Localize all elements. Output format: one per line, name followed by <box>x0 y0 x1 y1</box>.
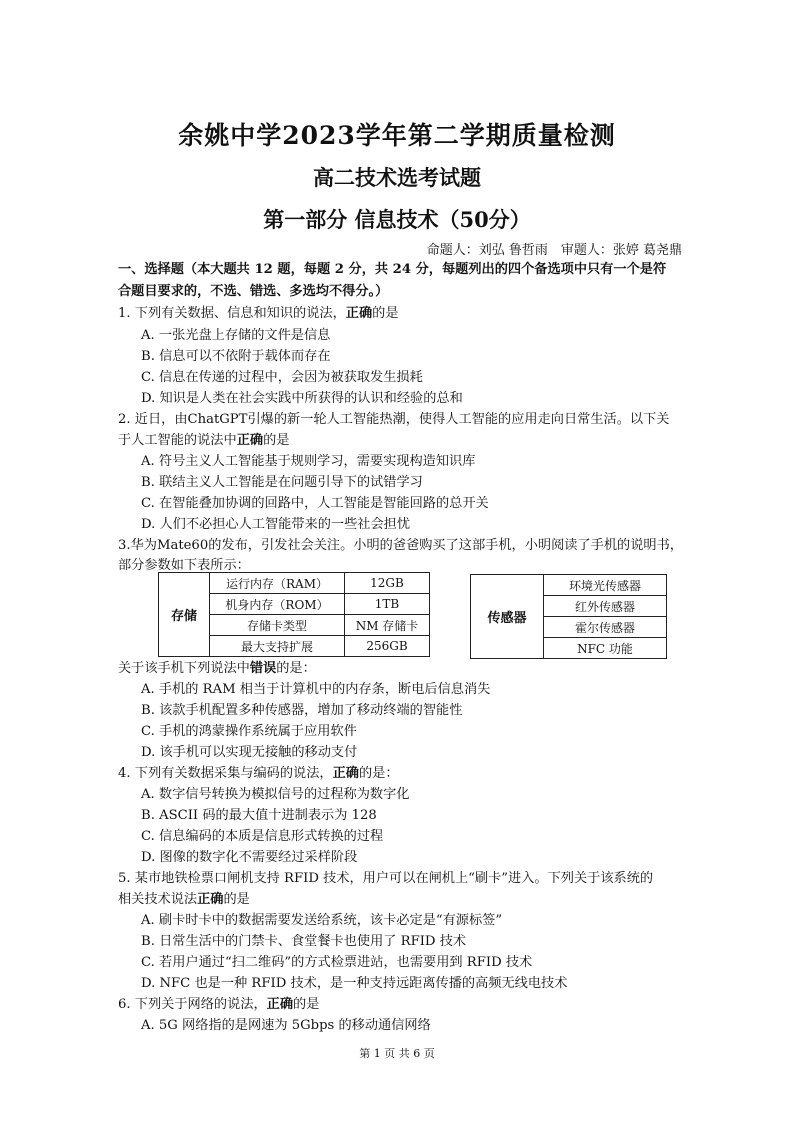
q1-stem-text: 1. 下列有关数据、信息和知识的说法， <box>118 306 346 321</box>
q3-stem-line-1: 3.华为Mate60的发布，引发社会关注。小明的爸爸购买了这部手机，小明阅读了手机的说明书， <box>118 538 683 553</box>
q2-option-b: B. 联结主义人工智能是在问题引导下的试错学习 <box>141 475 423 490</box>
authors-line: 命题人：刘弘 鲁哲雨 审题人：张婷 葛尧鼎 <box>426 243 682 258</box>
q2-option-a: A. 符号主义人工智能基于规则学习，需要实现构造知识库 <box>141 454 476 469</box>
q1-stem-emphasis: 正确 <box>345 306 373 321</box>
q5-stem-line-1: 5. 某市地铁检票口闸机支持 RFID 技术，用户可以在闸机上“刷卡”进入。下列关于该系统的 <box>118 871 654 886</box>
q4-option-a: A. 数字信号转换为模拟信号的过程称为数字化 <box>141 787 410 802</box>
q5-stem-tail: 的是 <box>223 892 250 907</box>
storage-header: 存储 <box>159 573 210 657</box>
storage-spec-value: 1TB <box>345 594 430 615</box>
q2-option-d: D. 人们不必担心人工智能带来的一些社会担忧 <box>141 517 411 532</box>
q2-option-c: C. 在智能叠加协调的回路中，人工智能是智能回路的总开关 <box>141 496 489 511</box>
section-title: 第一部分 信息技术（50分） <box>263 207 531 232</box>
exam-title: 余姚中学2023学年第二学期质量检测 <box>178 121 616 150</box>
q1-option-c: C. 信息在传递的过程中，会因为被获取发生损耗 <box>141 370 423 385</box>
sensor-spec-table <box>470 574 667 659</box>
q2-stem-line-1: 2. 近日，由ChatGPT引爆的新一轮人工智能热潮，使得人工智能的应用走向日常生活。以下关 <box>118 412 670 427</box>
q5-stem-line-2 <box>118 891 250 909</box>
q4-option-b: B. ASCII 码的最大值十进制表示为 128 <box>141 808 377 823</box>
q5-stem-emphasis: 正确 <box>197 892 224 907</box>
sensor-item: 红外传感器 <box>544 596 667 617</box>
q2-stem-emphasis: 正确 <box>236 433 264 448</box>
table-row <box>471 575 667 596</box>
sensor-item: 环境光传感器 <box>544 575 667 596</box>
q1-option-d: D. 知识是人类在社会实践中所获得的认识和经验的总和 <box>141 391 463 406</box>
q4-option-d: D. 图像的数字化不需要经过采样阶段 <box>141 850 358 865</box>
q1-option-a: A. 一张光盘上存储的文件是信息 <box>141 328 331 343</box>
q6-stem-emphasis: 正确 <box>266 997 294 1012</box>
q4-stem <box>118 765 399 783</box>
q5-option-a: A. 刷卡时卡中的数据需要发送给系统，该卡必定是“有源标签” <box>141 913 503 928</box>
q3-option-b: B. 该款手机配置多种传感器，增加了移动终端的智能性 <box>141 703 463 718</box>
storage-spec-value: NM 存储卡 <box>345 615 430 636</box>
q4-stem-emphasis: 正确 <box>332 766 359 781</box>
q2-stem-tail: 的是 <box>263 433 290 448</box>
instructions-line-2: 合题目要求的，不选、错选、多选均不得分。） <box>118 284 389 299</box>
q4-stem-text: 4. 下列有关数据采集与编码的说法， <box>118 766 333 781</box>
q5-stem-text: 相关技术说法 <box>118 892 198 907</box>
q4-option-c: C. 信息编码的本质是信息形式转换的过程 <box>141 829 384 844</box>
q3-question-text: 关于该手机下列说法中 <box>118 661 250 676</box>
q3-option-c: C. 手机的鸿蒙操作系统属于应用软件 <box>141 724 357 739</box>
q3-option-a: A. 手机的 RAM 相当于计算机中的内存条，断电后信息消失 <box>141 682 491 697</box>
q3-question <box>118 660 316 678</box>
q1-stem <box>118 305 399 323</box>
q3-option-d: D. 该手机可以实现无接触的移动支付 <box>141 745 358 760</box>
q1-stem-tail: 的是 <box>372 306 399 321</box>
q6-stem-text: 6. 下列关于网络的说法， <box>118 997 267 1012</box>
storage-spec-value: 12GB <box>345 573 430 594</box>
instructions-line-1: 一、选择题（本大题共 12 题，每题 2 分，共 24 分，每题列出的四个备选项中只有一个是符 <box>118 262 667 277</box>
q3-stem-line-2: 部分参数如下表所示： <box>118 558 250 573</box>
q2-stem-text: 于人工智能的说法中 <box>118 433 237 448</box>
sensor-item: NFC 功能 <box>544 638 667 659</box>
q5-option-c: C. 若用户通过“扫二维码”的方式检票进站，也需要用到 RFID 技术 <box>141 955 533 970</box>
storage-spec-table <box>158 572 430 657</box>
q2-stem-line-2 <box>118 432 289 450</box>
q5-option-d: D. NFC 也是一种 RFID 技术，是一种支持远距离传播的高频无线电技术 <box>141 976 568 991</box>
sensor-item: 霍尔传感器 <box>544 617 667 638</box>
sensor-header: 传感器 <box>471 575 544 659</box>
page-number: 第 1 页 共 6 页 <box>359 1047 435 1060</box>
storage-spec-name: 存储卡类型 <box>210 615 345 636</box>
storage-spec-name: 运行内存（RAM） <box>210 573 345 594</box>
q6-stem-tail: 的是 <box>293 997 320 1012</box>
q3-question-emphasis: 错误 <box>249 661 277 676</box>
q1-option-b: B. 信息可以不依附于载体而存在 <box>141 349 331 364</box>
q6-stem <box>118 996 319 1014</box>
storage-spec-name: 机身内存（ROM） <box>210 594 345 615</box>
storage-spec-value: 256GB <box>345 636 430 657</box>
q6-option-a: A. 5G 网络指的是网速为 5Gbps 的移动通信网络 <box>141 1018 431 1033</box>
q4-stem-tail: 的是： <box>358 766 399 781</box>
q5-option-b: B. 日常生活中的门禁卡、食堂餐卡也使用了 RFID 技术 <box>141 934 467 949</box>
storage-spec-name: 最大支持扩展 <box>210 636 345 657</box>
exam-subtitle: 高二技术选考试题 <box>313 165 481 190</box>
table-row <box>159 573 430 594</box>
q3-question-tail: 的是： <box>276 661 316 676</box>
